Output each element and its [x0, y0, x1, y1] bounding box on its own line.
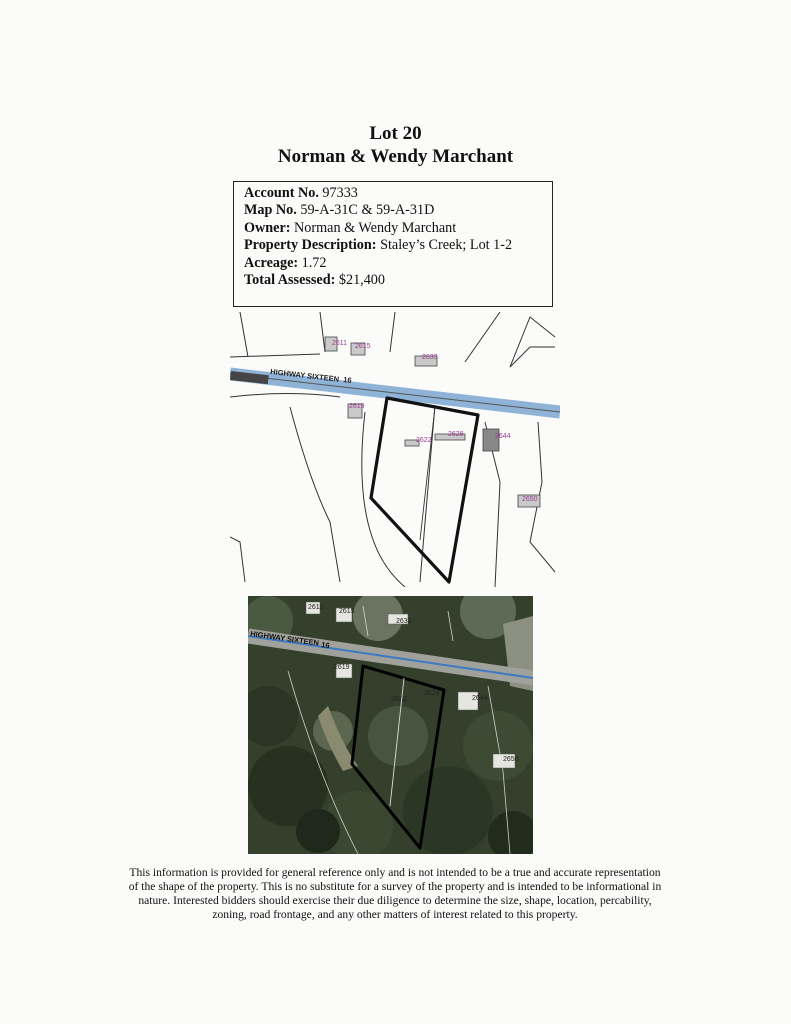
lot-title: Lot 20 — [369, 123, 422, 144]
parcel-number: 2615 — [355, 343, 371, 350]
line-map-background — [230, 312, 560, 587]
parcel-number: 2633 — [396, 618, 412, 625]
account-row — [244, 185, 542, 202]
acreage-row — [244, 255, 542, 272]
aerial-photo-map — [248, 596, 533, 854]
description-row — [244, 237, 542, 254]
parcel-number: 2622 — [391, 696, 407, 703]
account-value: 97333 — [322, 185, 358, 201]
assessed-value: $21,400 — [338, 272, 385, 289]
parcel-number: 2628 — [424, 690, 440, 697]
owner-row — [244, 220, 542, 237]
page-title — [0, 122, 791, 168]
owner-value: Norman & Wendy Marchant — [294, 219, 457, 236]
disclaimer-line: of the shape of the property. This is no substitute for a survey of the property and is intended to be informational in — [128, 880, 662, 893]
parcel-number: 2633 — [422, 354, 438, 361]
disclaimer-line: nature. Interested bidders should exercise their due diligence to determine the size, shape, location, percability, — [138, 894, 652, 907]
parcel-number: 2611 — [308, 604, 324, 611]
assessed-label: Total Assessed: — [244, 272, 336, 289]
disclaimer-line: This information is provided for general reference only and is not intended to be a true and accurate representation — [129, 866, 661, 879]
parcel-number: 2622 — [416, 437, 432, 444]
aerial-route-number: 16 — [320, 640, 331, 651]
parcel-number: 2650 — [522, 496, 538, 503]
map-label: Map No. — [244, 202, 297, 219]
parcel-number: 2628 — [448, 431, 464, 438]
acreage-value: 1.72 — [301, 254, 327, 271]
disclaimer — [100, 866, 690, 922]
map-value: 59-A-31C & 59-A-31D — [300, 202, 435, 219]
map-row — [244, 202, 542, 219]
route-number: 16 — [342, 375, 353, 385]
parcel-number: 2619 — [349, 403, 365, 410]
parcel-number: 2615 — [339, 608, 355, 615]
description-label: Property Description: — [244, 237, 377, 254]
road-label: HIGHWAY SIXTEEN — [269, 367, 340, 384]
aerial-road-label: HIGHWAY SIXTEEN — [249, 629, 320, 648]
acreage-label: Acreage: — [244, 254, 299, 271]
parcel-number: 2644 — [472, 695, 488, 702]
parcel-number: 2644 — [495, 433, 511, 440]
property-info-box — [233, 181, 553, 307]
account-label: Account No. — [244, 185, 319, 201]
parcel-number: 2650 — [503, 756, 519, 763]
owner-label: Owner: — [244, 219, 291, 236]
owner-title: Norman & Wendy Marchant — [277, 146, 514, 167]
assessed-row — [244, 272, 542, 289]
parcel-number: 2619 — [334, 664, 350, 671]
parcel-number: 2611 — [332, 340, 348, 347]
parcel-line-map — [230, 312, 560, 587]
description-value: Staley’s Creek; Lot 1-2 — [380, 237, 513, 254]
disclaimer-line: zoning, road frontage, and any other matters of interest related to this property. — [212, 908, 578, 921]
